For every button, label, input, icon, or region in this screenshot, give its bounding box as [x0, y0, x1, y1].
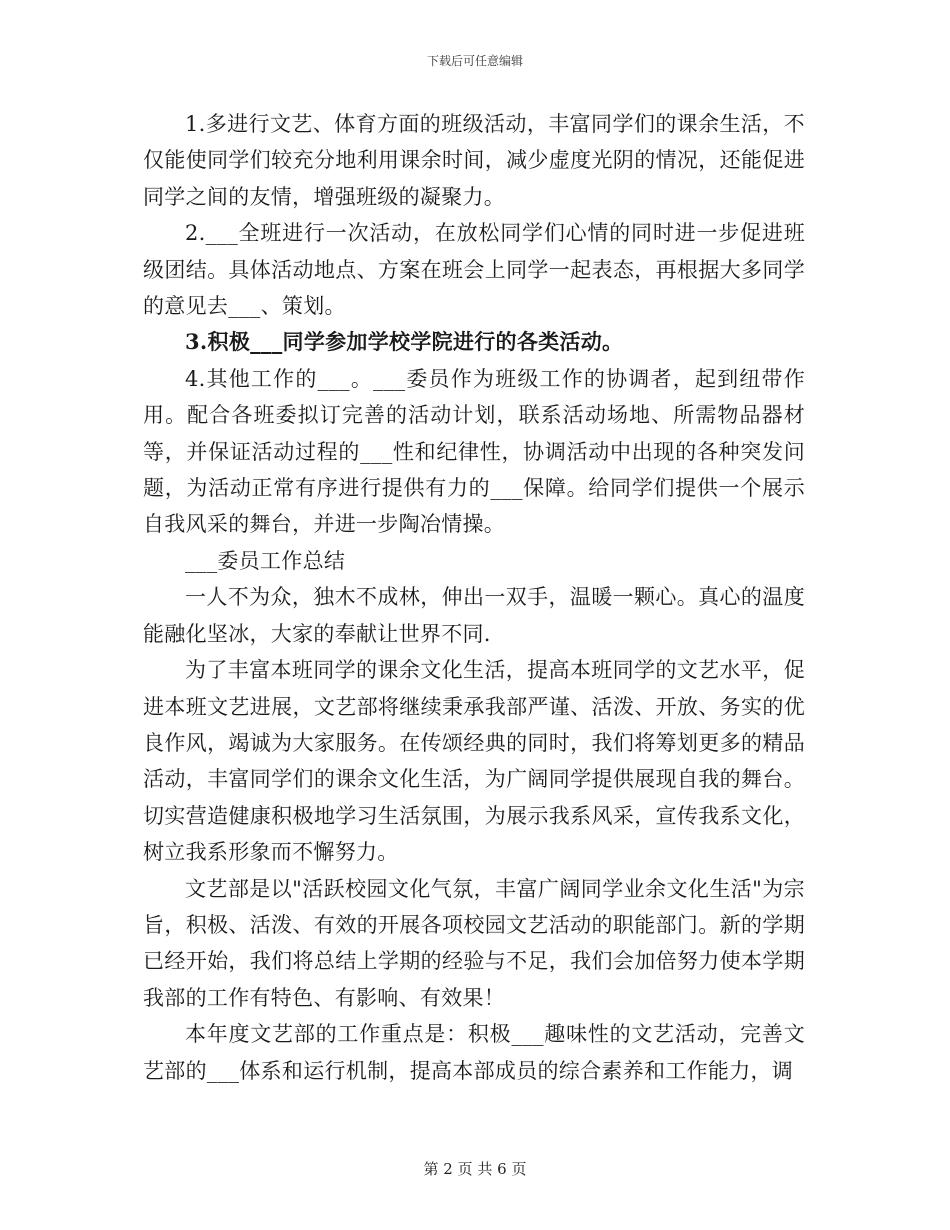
paragraph-9: 本年度文艺部的工作重点是：积极___趣味性的文艺活动，完善文艺部的___体系和运行机制，提高本部成员的综合素养和工作能力，调 [143, 1022, 805, 1083]
paragraph-4: 4.其他工作的___。___委员作为班级工作的协调者，起到纽带作用。配合各班委拟订完善的活动计划，联系活动场地、所需物品器材等，并保证活动过程的___性和纪律性，协调活动中出现的各种突发问题，为活动正常有序进行提供有力的___保障。给同学们提供一个展示自我风采的舞台，并进一步陶冶情操。 [143, 366, 805, 537]
paragraph-8: 文艺部是以"活跃校园文化气氛，丰富广阔同学业余文化生活"为宗旨，积极、活泼、有效的开展各项校园文艺活动的职能部门。新的学期已经开始，我们将总结上学期的经验与不足，我们会加倍努力使本学期我部的工作有特色、有影响、有效果！ [143, 876, 805, 1010]
paragraph-2: 2.___全班进行一次活动，在放松同学们心情的同时进一步促进班级团结。具体活动地点、方案在班会上同学一起表态，再根据大多同学的意见去___、策划。 [143, 221, 805, 319]
page-footer: 第 2 页 共 6 页 [423, 1160, 527, 1178]
paragraph-7: 为了丰富本班同学的课余文化生活，提高本班同学的文艺水平，促进本班文艺进展，文艺部将继续秉承我部严谨、活泼、开放、务实的优良作风，竭诚为大家服务。在传颂经典的同时，我们将筹划更多的精品活动，丰富同学们的课余文化生活，为广阔同学提供展现自我的舞台。切实营造健康积极地学习生活氛围，为展示我系风采，宣传我系文化，树立我系形象而不懈努力。 [143, 658, 805, 865]
paragraph-6: 一人不为众，独木不成林，伸出一双手，温暖一颗心。真心的温度能融化坚冰，大家的奉献让世界不同. [143, 585, 805, 646]
paragraph-3: 3.积极___同学参加学校学院进行的各类活动。 [185, 329, 624, 355]
paragraph-1: 1.多进行文艺、体育方面的班级活动，丰富同学们的课余生活，不仅能使同学们较充分地利用课余时间，减少虚度光阴的情况，还能促进同学之间的友情，增强班级的凝聚力。 [143, 112, 805, 209]
document-body [143, 106, 805, 1089]
section-title: ___委员工作总结 [185, 548, 346, 573]
page-header: 下载后可任意编辑 [426, 54, 523, 68]
